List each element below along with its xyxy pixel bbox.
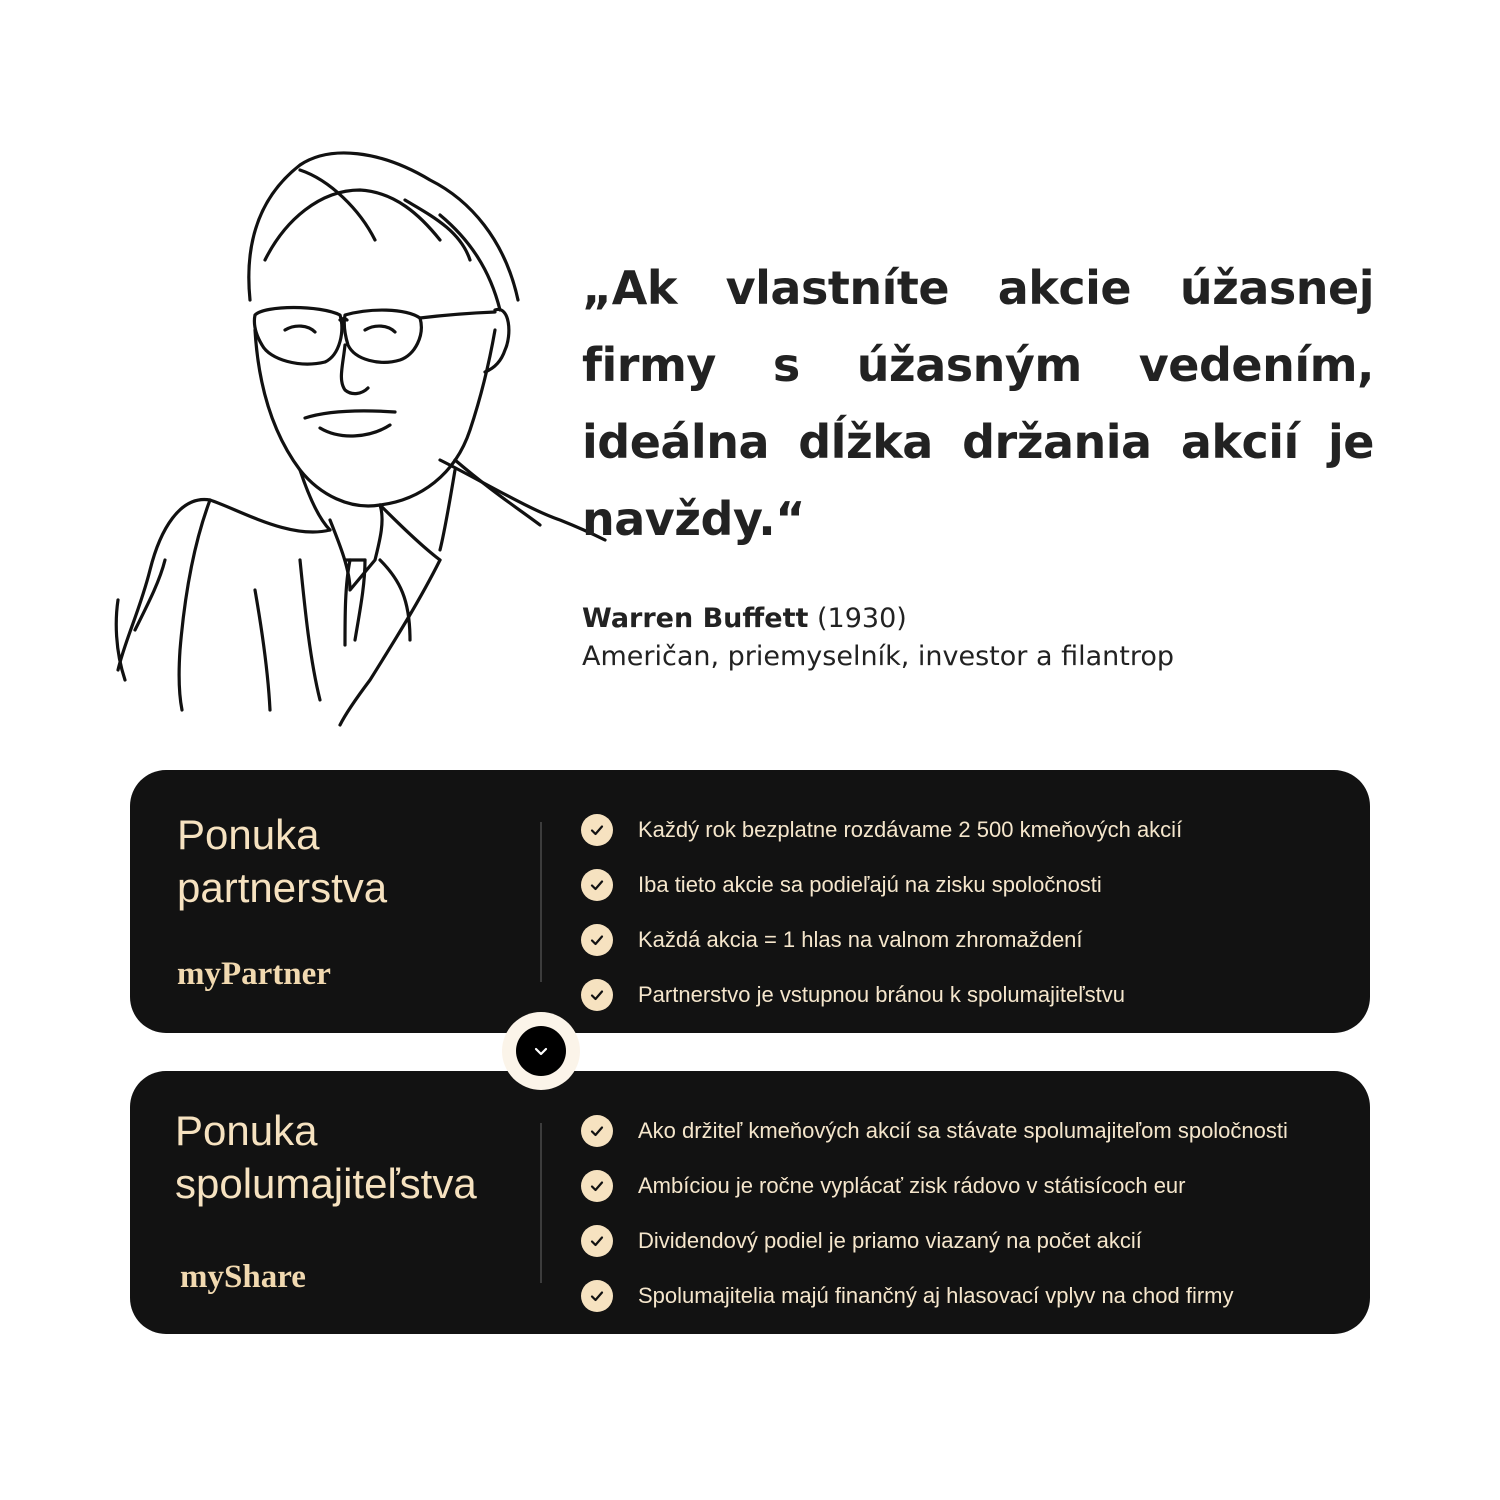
check-icon	[581, 979, 613, 1011]
check-icon	[581, 1170, 613, 1202]
offer-title-line2: partnerstva	[177, 864, 388, 911]
list-item	[581, 1158, 1361, 1213]
chevron-down-icon	[532, 1042, 550, 1060]
author-year: (1930)	[817, 603, 907, 634]
list-item	[581, 967, 1361, 1022]
list-item-text: Dividendový podiel je priamo viazaný na počet akcií	[638, 1227, 1142, 1253]
list-item-text: Ako držiteľ kmeňových akcií sa stávate spolumajiteľom spoločnosti	[638, 1117, 1288, 1143]
offer-title-line1: Ponuka	[175, 1107, 318, 1154]
check-icon	[581, 924, 613, 956]
list-item-text: Ambíciou je ročne vyplácať zisk rádovo v státisícoch eur	[638, 1172, 1186, 1198]
offer-items-list	[581, 1103, 1361, 1323]
author-block	[582, 600, 1174, 676]
list-item	[581, 1103, 1361, 1158]
brand-logo-myshare: myShare	[180, 1259, 306, 1295]
list-item	[581, 857, 1361, 912]
list-item	[581, 802, 1361, 857]
list-item	[581, 1268, 1361, 1323]
divider	[540, 1123, 542, 1283]
list-item	[581, 912, 1361, 967]
connector-badge	[502, 1012, 580, 1090]
brand-logo-mypartner: myPartner	[177, 956, 331, 992]
list-item-text: Partnerstvo je vstupnou bránou k spolumajiteľstvu	[638, 981, 1126, 1007]
check-icon	[581, 1225, 613, 1257]
quote-text: „Ak vlastníte akcie úžasnej firmy s úžasným vedením, ideálna dĺžka držania akcií je navždy.“	[582, 261, 1374, 546]
offer-title	[177, 808, 537, 914]
author-description: Američan, priemyselník, investor a filantrop	[582, 641, 1174, 672]
check-icon	[581, 1115, 613, 1147]
list-item-text: Iba tieto akcie sa podieľajú na zisku spoločnosti	[638, 871, 1102, 897]
list-item-text: Každá akcia = 1 hlas na valnom zhromaždení	[638, 926, 1083, 952]
list-item-text: Každý rok bezplatne rozdávame 2 500 kmeňových akcií	[638, 816, 1183, 842]
divider	[540, 822, 542, 982]
portrait-illustration	[105, 145, 615, 740]
check-icon	[581, 869, 613, 901]
connector-inner	[516, 1026, 566, 1076]
list-item-text: Spolumajitelia majú finančný aj hlasovací vplyv na chod firmy	[638, 1282, 1234, 1308]
offer-title	[175, 1104, 535, 1210]
offer-title-line1: Ponuka	[177, 811, 320, 858]
check-icon	[581, 1280, 613, 1312]
offer-title-line2: spolumajiteľstva	[175, 1160, 477, 1207]
list-item	[581, 1213, 1361, 1268]
author-name: Warren Buffett	[582, 603, 809, 634]
offer-card-ownership	[130, 1071, 1370, 1334]
offer-items-list	[581, 802, 1361, 1022]
offer-card-partnership	[130, 770, 1370, 1033]
check-icon	[581, 814, 613, 846]
